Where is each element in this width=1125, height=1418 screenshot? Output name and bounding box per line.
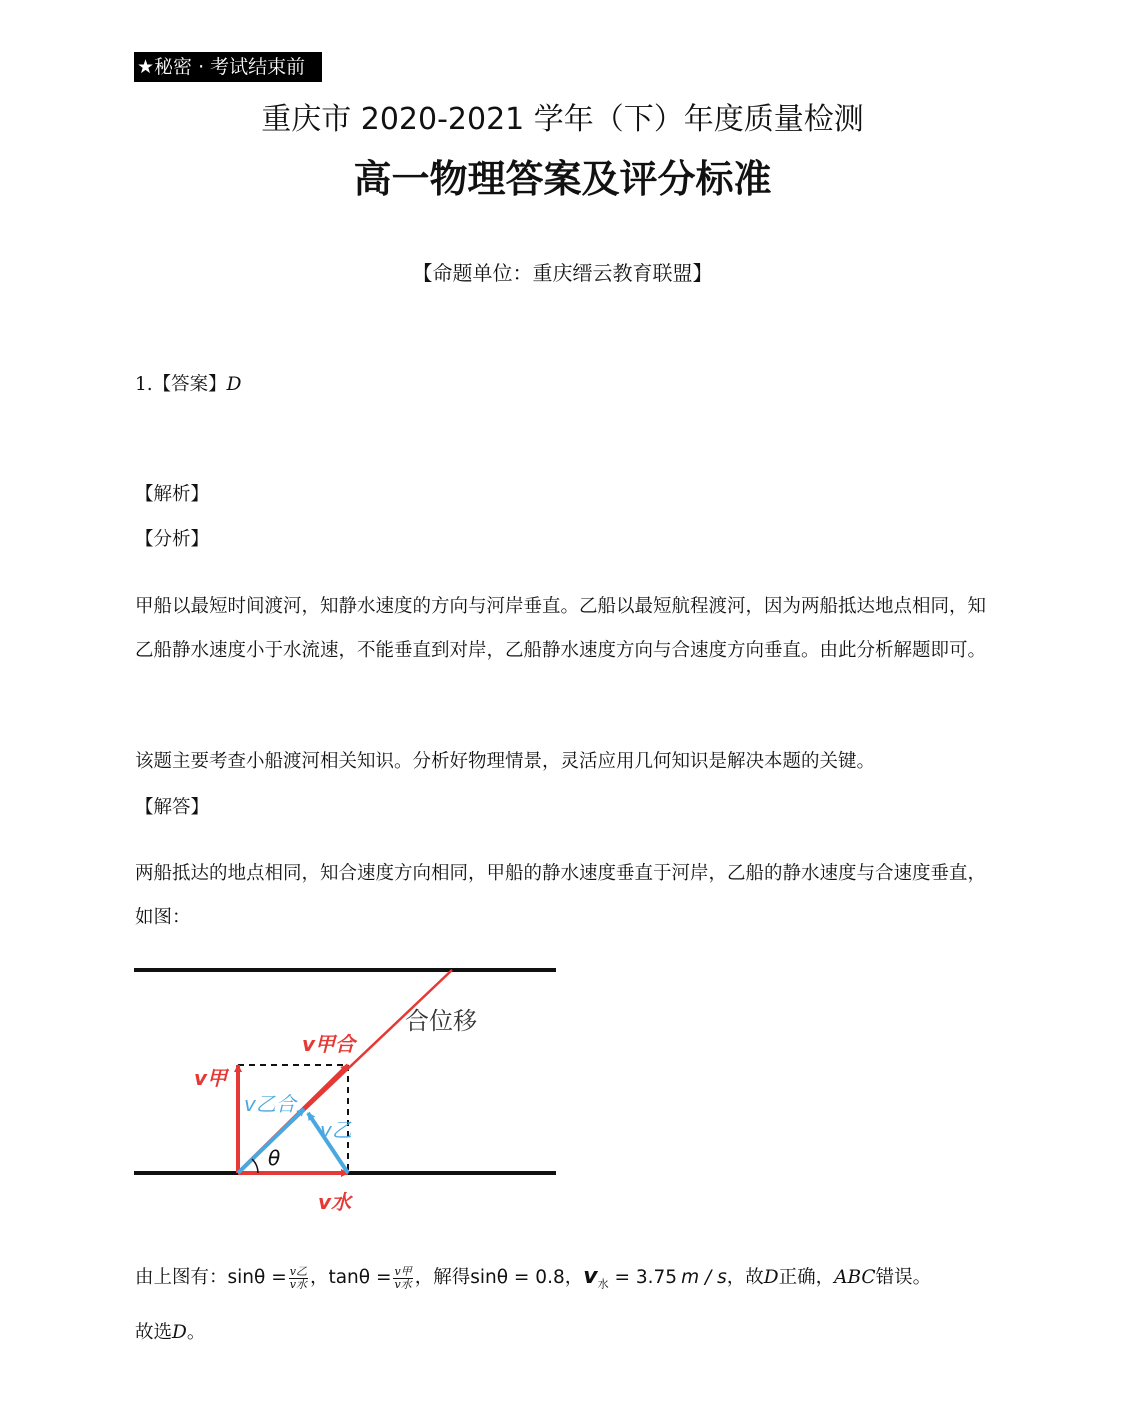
final-prefix: 故选 bbox=[135, 1322, 173, 1343]
solve-text: ，解得 bbox=[414, 1267, 471, 1288]
tan-lhs: tanθ = bbox=[328, 1267, 392, 1288]
exam-title: 重庆市 2020-2021 学年（下）年度质量检测 bbox=[261, 102, 864, 137]
conclusion-a: ，故 bbox=[726, 1267, 764, 1288]
velocity-diagram bbox=[130, 955, 570, 1225]
v-yi-he-label: v乙合 bbox=[244, 1092, 296, 1116]
answer-line bbox=[135, 370, 242, 400]
fenxi-heading: 【分析】 bbox=[135, 529, 210, 550]
final-answer-line bbox=[135, 1318, 205, 1348]
jieda-heading: 【解答】 bbox=[135, 797, 210, 818]
v-jia-he-label: v甲合 bbox=[302, 1032, 356, 1056]
final-letter: D bbox=[172, 1322, 187, 1343]
formula-prefix: 由上图有： bbox=[135, 1267, 228, 1288]
final-suffix: 。 bbox=[186, 1322, 206, 1343]
document-title: 高一物理答案及评分标准 bbox=[353, 157, 772, 201]
v-yi-label: v乙 bbox=[320, 1118, 352, 1142]
conclusion-abc: ABC bbox=[834, 1267, 876, 1288]
jiexi-heading: 【解析】 bbox=[135, 484, 210, 505]
comma-1: ， bbox=[309, 1267, 329, 1288]
note-paragraph: 该题主要考查小船渡河相关知识。分析好物理情景，灵活应用几何知识是解决本题的关键。 bbox=[135, 751, 876, 772]
confidential-mark: ★秘密 · 考试结束前 bbox=[134, 52, 322, 82]
theta-label: θ bbox=[268, 1146, 281, 1170]
formula-line bbox=[135, 1262, 931, 1300]
authoring-unit: 【命题单位：重庆缙云教育联盟】 bbox=[412, 261, 713, 285]
comma-2: ， bbox=[564, 1267, 584, 1288]
conclusion-c: 错误。 bbox=[875, 1267, 932, 1288]
v-symbol: v bbox=[583, 1264, 598, 1289]
tan-denominator: v水 bbox=[394, 1277, 412, 1291]
resultant-displacement-label: 合位移 bbox=[405, 1007, 477, 1035]
v-value: = 3.75 bbox=[608, 1267, 678, 1288]
sin-fraction bbox=[289, 1266, 308, 1291]
sin-numerator: v乙 bbox=[289, 1264, 307, 1278]
tan-numerator: v甲 bbox=[394, 1264, 412, 1278]
conclusion-d: D bbox=[763, 1267, 779, 1288]
conclusion-b: 正确， bbox=[778, 1267, 835, 1288]
answer-letter: D bbox=[226, 374, 242, 395]
answer-prefix: 1.【答案】 bbox=[135, 374, 227, 395]
analysis-paragraph: 甲船以最短时间渡河，知静水速度的方向与河岸垂直。乙船以最短航程渡河，因为两船抵达地点相同，知乙船静水速度小于水流速，不能垂直到对岸，乙船静水速度方向与合速度方向垂直。由此分析解题即可。 bbox=[135, 596, 987, 661]
sin-denominator: v水 bbox=[289, 1277, 307, 1291]
v-subscript: 水 bbox=[597, 1277, 609, 1291]
v-unit: m / s bbox=[681, 1267, 727, 1288]
answer-paragraph: 两船抵达的地点相同，知合速度方向相同，甲船的静水速度垂直于河岸，乙船的静水速度与合速度垂直，如图： bbox=[135, 863, 987, 928]
sin-lhs: sinθ = bbox=[227, 1267, 287, 1288]
sin-result: sinθ = 0.8 bbox=[470, 1267, 565, 1288]
v-jia-label: v甲 bbox=[194, 1066, 228, 1090]
v-shui-label: v水 bbox=[318, 1190, 352, 1214]
tan-fraction bbox=[393, 1266, 412, 1291]
